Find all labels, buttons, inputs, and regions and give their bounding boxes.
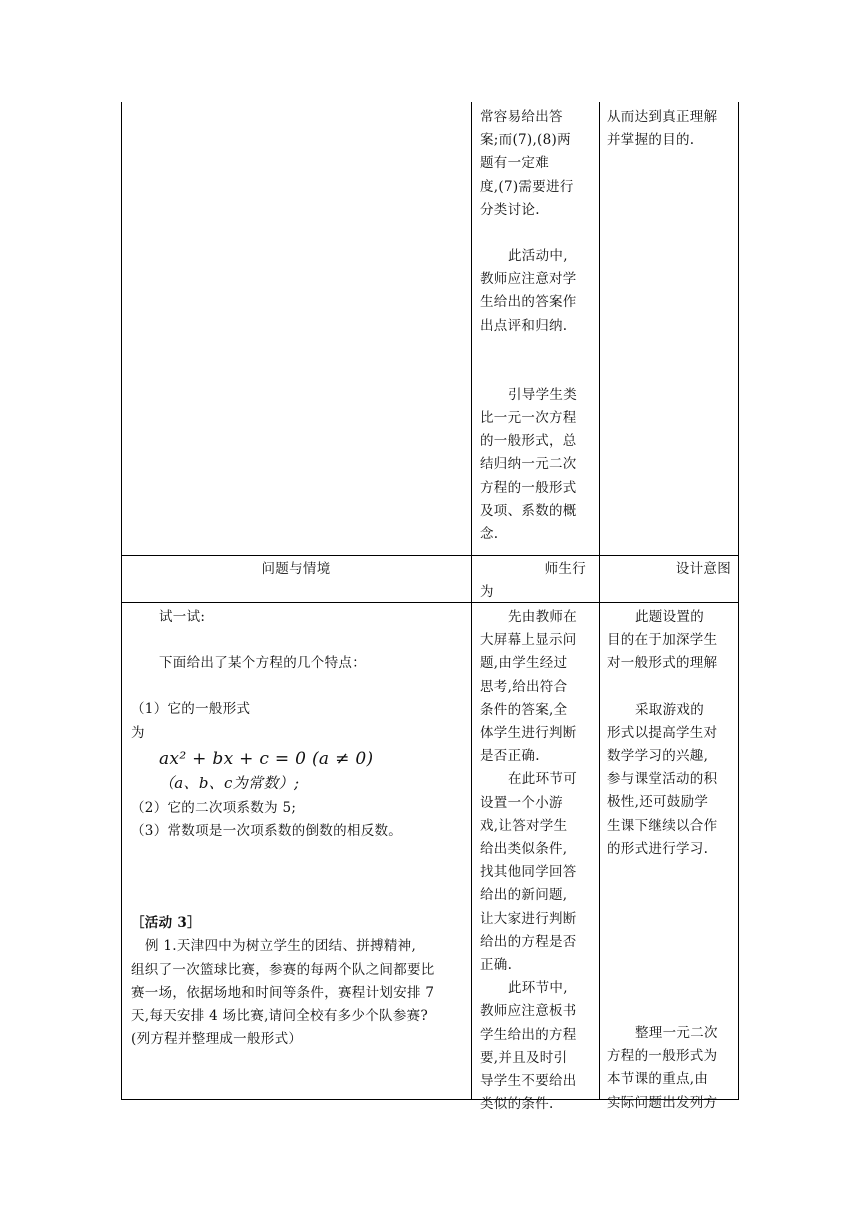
item-1-text: （1）它的一般形式 <box>131 701 251 718</box>
table-border-right <box>738 102 739 1100</box>
text-line: 导学生不要给出 <box>480 1073 577 1090</box>
text-line: 念. <box>480 526 499 543</box>
try-title: 试一试: <box>159 609 206 625</box>
text-line: 在此环节可 <box>508 771 577 788</box>
intro-text: 下面给出了某个方程的几个特点： <box>159 655 366 672</box>
text-line: 及项、系数的概 <box>480 502 577 519</box>
text-line: 题,由学生经过 <box>480 655 568 672</box>
text-line: 参与课堂活动的积 <box>607 771 718 788</box>
design-intent-cell <box>607 606 735 1115</box>
top-row-teacher-student-cell <box>480 106 596 546</box>
text-line: 设置一个小游 <box>480 794 563 811</box>
text-line: 思考,给出符合 <box>480 678 568 695</box>
text-line: 结归纳一元二次 <box>480 456 577 473</box>
text-line: 比一元一次方程 <box>480 410 577 427</box>
text-line: 从而达到真正理解 <box>607 109 718 125</box>
text-line: 目的在于加深学生 <box>607 632 718 649</box>
text-line: 引导学生类 <box>508 386 577 403</box>
text-line: 教师应注意对学 <box>480 271 577 288</box>
text-line: 正确. <box>480 957 513 974</box>
text-line: 案;而(7),(8)两 <box>480 132 571 149</box>
text-line: 极性,还可鼓励学 <box>607 794 709 811</box>
text-line: 生课下继续以合作 <box>607 817 718 834</box>
text-line: 并掌握的目的. <box>607 132 695 149</box>
text-line: 此题设置的 <box>635 609 704 625</box>
text-line: 实际问题出发列方 <box>607 1094 718 1111</box>
example-line: 赛一场，依据场地和时间等条件，赛程计划安排 7 <box>131 984 435 1001</box>
header-problem-situation: 问题与情境 <box>261 561 331 577</box>
text-line: 的形式进行学习. <box>607 840 709 857</box>
text-line: 对一般形式的理解 <box>607 655 718 672</box>
example-line: 组织了一次篮球比赛，参赛的每两个队之间都要比 <box>131 961 435 978</box>
text-line: 大屏幕上显示问 <box>480 632 577 649</box>
table-border-left <box>121 102 122 1100</box>
text-line: 给出类似条件, <box>480 841 568 858</box>
text-line: 本节课的重点,由 <box>607 1071 709 1088</box>
text-line: 题有一定难 <box>480 155 549 172</box>
table-row-divider-1 <box>121 555 739 556</box>
example-line: 天,每天安排 4 场比赛,请问全校有多少个队参赛? <box>131 1008 428 1025</box>
header-teacher-student-behavior: 师生行 为 <box>480 561 586 601</box>
top-row-design-intent-cell <box>607 106 735 152</box>
text-line: 让大家进行判断 <box>480 910 577 927</box>
text-line: 给出的新问题, <box>480 887 568 904</box>
text-line: 学生给出的方程 <box>480 1026 577 1043</box>
item-1-text-cont: 为 <box>131 724 145 741</box>
text-line: 常容易给出答 <box>480 109 563 125</box>
text-line: 生给出的答案作 <box>480 294 577 311</box>
item-3-text: （3）常数项是一次项系数的倒数的相反数。 <box>131 823 403 840</box>
teacher-student-behavior-cell <box>480 606 596 1116</box>
text-line: 先由教师在 <box>508 609 577 625</box>
text-line: 此活动中, <box>508 248 568 265</box>
text-line: 体学生进行判断 <box>480 725 577 742</box>
text-line: 此环节中, <box>508 980 568 997</box>
problem-situation-cell <box>131 606 467 1051</box>
text-line: 是否正确. <box>480 748 540 765</box>
text-line: 给出的方程是否 <box>480 933 577 950</box>
text-line: 出点评和归纳. <box>480 317 568 334</box>
table-row-divider-2 <box>121 602 739 603</box>
text-line: 方程的一般形式 <box>480 479 577 496</box>
text-line: 的一般形式，总 <box>480 433 577 450</box>
text-line: 要,并且及时引 <box>480 1049 568 1066</box>
text-line: 采取游戏的 <box>635 701 704 718</box>
table-divider-col1 <box>471 102 472 1100</box>
coefficients-note: （a、b、c为常数）; <box>159 773 300 792</box>
example-line: (列方程并整理成一般形式） <box>131 1031 303 1048</box>
item-2-text: （2）它的二次项系数为 5; <box>131 799 297 816</box>
text-line: 度,(7)需要进行 <box>480 178 574 195</box>
header-design-intent: 设计意图 <box>675 561 731 577</box>
text-line: 形式以提高学生对 <box>607 724 718 741</box>
activity-label: ［活动 3］ <box>131 915 201 932</box>
text-line: 数学学习的兴趣, <box>607 748 709 765</box>
text-line: 类似的条件. <box>480 1096 554 1113</box>
text-line: 整理一元二次 <box>635 1025 718 1042</box>
text-line: 方程的一般形式为 <box>607 1048 718 1065</box>
general-form-formula: ax² + bx + c = 0 (a ≠ 0) <box>159 748 374 769</box>
text-line: 戏,让答对学生 <box>480 817 568 834</box>
example-line: 例 1.天津四中为树立学生的团结、拼搏精神, <box>145 938 417 955</box>
text-line: 找其他同学回答 <box>480 864 577 881</box>
text-line: 条件的答案,全 <box>480 701 568 718</box>
text-line: 教师应注意板书 <box>480 1003 577 1020</box>
table-divider-col2 <box>599 102 600 1100</box>
text-line: 分类讨论. <box>480 201 540 218</box>
